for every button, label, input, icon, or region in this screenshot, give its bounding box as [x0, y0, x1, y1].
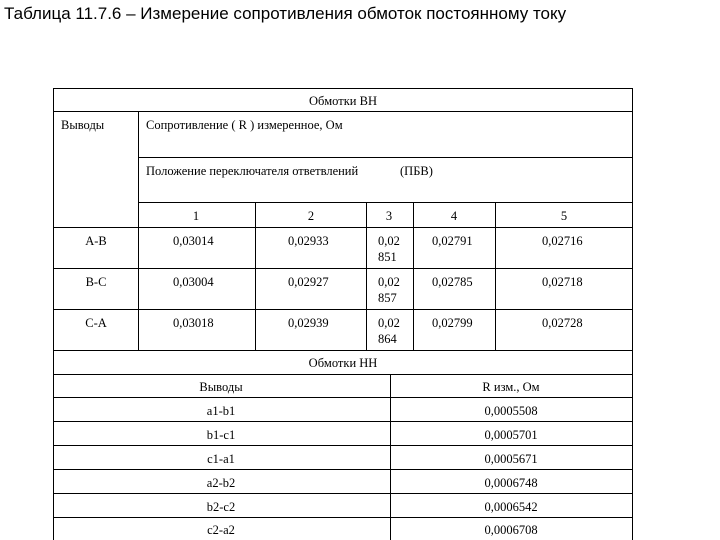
hv-row-value: 0,02791	[432, 234, 473, 248]
hv-row-value-cont: 851	[378, 250, 397, 264]
hv-row-value: 0,02716	[542, 234, 583, 248]
lv-row-terminal: c2-a2	[207, 523, 235, 537]
hv-switch-abbr: (ПБВ)	[400, 164, 433, 178]
hv-row-value: 0,03014	[173, 234, 214, 248]
hv-switch-header: Положение переключателя ответвлений	[146, 164, 359, 178]
rule	[255, 202, 256, 350]
lv-row-terminal: c1-a1	[207, 452, 235, 466]
hv-row-value: 0,02	[378, 316, 400, 330]
rule	[495, 202, 496, 350]
hv-row-value: 0,02939	[288, 316, 329, 330]
rule	[53, 469, 633, 470]
hv-row-value: 0,02718	[542, 275, 583, 289]
lv-terminals-header: Выводы	[199, 380, 243, 394]
rule	[53, 350, 54, 540]
rule	[53, 350, 633, 351]
hv-row-value: 0,02	[378, 234, 400, 248]
position-4: 4	[450, 209, 458, 223]
rule	[53, 111, 633, 112]
hv-row-value: 0,02933	[288, 234, 329, 248]
rule	[53, 421, 633, 422]
lv-row-value: 0,0006542	[484, 500, 538, 514]
hv-row-value: 0,02728	[542, 316, 583, 330]
lv-row-value: 0,0005671	[484, 452, 538, 466]
rule	[632, 88, 633, 350]
lv-row-value: 0,0005508	[484, 404, 538, 418]
position-1: 1	[192, 209, 200, 223]
rule	[138, 202, 633, 203]
hv-row-terminal: С-А	[85, 316, 107, 330]
lv-row-value: 0,0006708	[484, 523, 538, 537]
rule	[53, 374, 633, 375]
hv-row-value-cont: 857	[378, 291, 397, 305]
hv-row-value: 0,02	[378, 275, 400, 289]
rule	[138, 111, 139, 350]
rule	[53, 517, 633, 518]
position-2: 2	[307, 209, 315, 223]
lv-row-terminal: a1-b1	[206, 404, 236, 418]
rule	[53, 397, 633, 398]
hv-row-value: 0,03018	[173, 316, 214, 330]
hv-row-terminal: А-В	[85, 234, 107, 248]
lv-r-header: R изм., Ом	[482, 380, 540, 394]
hv-terminals-header: Выводы	[61, 118, 105, 132]
lv-row-terminal: b1-c1	[206, 428, 236, 442]
rule	[53, 493, 633, 494]
hv-caption: Обмотки ВН	[309, 94, 377, 108]
rule	[53, 445, 633, 446]
hv-row-value: 0,02785	[432, 275, 473, 289]
lv-row-value: 0,0006748	[484, 476, 538, 490]
rule	[53, 227, 633, 228]
rule	[138, 157, 633, 158]
lv-row-terminal: a2-b2	[206, 476, 236, 490]
rule	[366, 202, 367, 350]
rule	[53, 88, 633, 89]
lv-row-value: 0,0005701	[484, 428, 538, 442]
hv-resistance-header: Сопротивление ( R ) измеренное, Ом	[146, 118, 343, 132]
rule	[53, 268, 633, 269]
rule	[390, 374, 391, 540]
position-5: 5	[560, 209, 568, 223]
hv-row-value: 0,02799	[432, 316, 473, 330]
lv-caption: Обмотки НН	[308, 356, 378, 370]
hv-row-value: 0,03004	[173, 275, 214, 289]
rule	[53, 88, 54, 350]
rule	[632, 350, 633, 540]
rule	[413, 202, 414, 350]
position-3: 3	[385, 209, 393, 223]
rule	[53, 309, 633, 310]
hv-row-terminal: В-С	[85, 275, 107, 289]
document-title: Таблица 11.7.6 – Измерение сопротивления обмоток постоянному току	[4, 4, 567, 23]
hv-row-value: 0,02927	[288, 275, 329, 289]
lv-row-terminal: b2-c2	[206, 500, 236, 514]
hv-row-value-cont: 864	[378, 332, 397, 346]
